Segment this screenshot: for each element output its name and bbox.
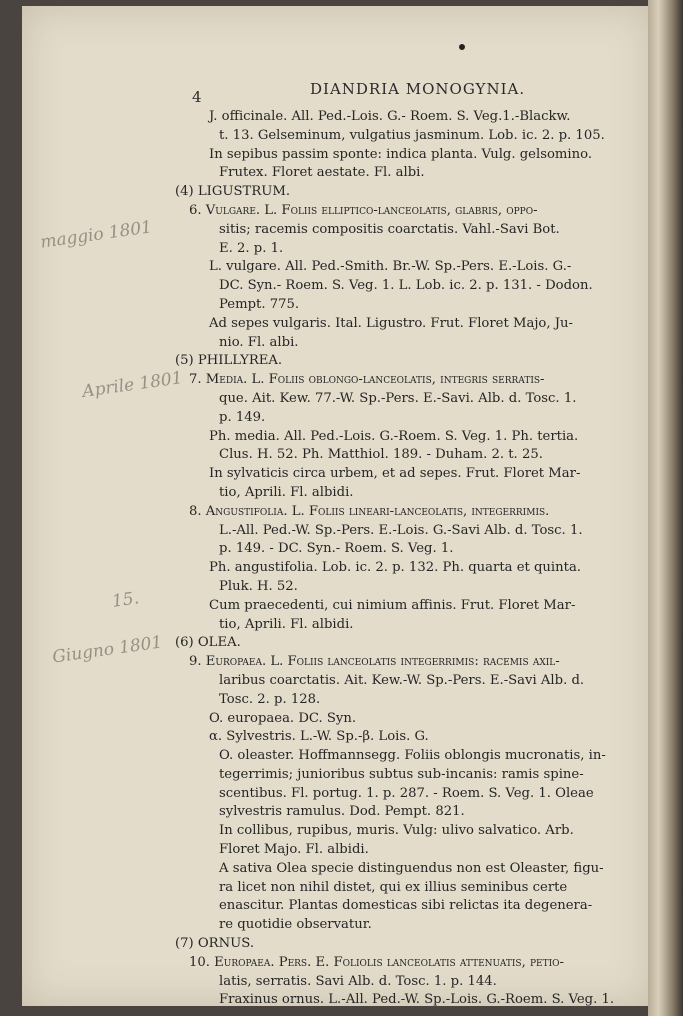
text-line: tio, Aprili. Fl. albidi. bbox=[219, 484, 354, 500]
margin-note-date-1: maggio 1801 bbox=[39, 217, 154, 253]
margin-note-date-2: Aprile 1801 bbox=[81, 368, 184, 402]
page-body-text bbox=[175, 108, 660, 1010]
text-line: In collibus, rupibus, muris. Vulg: ulivo salvatico. Arb. bbox=[219, 823, 574, 839]
text-line: p. 149. - DC. Syn.- Roem. S. Veg. 1. bbox=[219, 541, 454, 557]
ink-dot bbox=[459, 44, 465, 50]
text-line: J. officinale. All. Ped.-Lois. G.- Roem. S. Veg.1.-Blackw. bbox=[209, 109, 571, 124]
species-entry: 6. Vulgare. L. Foliis elliptico-lanceolatis, glabris, oppo- bbox=[189, 202, 538, 218]
text-line: latis, serratis. Savi Alb. d. Tosc. 1. p. 144. bbox=[219, 973, 497, 989]
text-line: O. oleaster. Hoffmannsegg. Foliis oblongis mucronatis, in- bbox=[219, 748, 606, 764]
text-line: In sepibus passim sponte: indica planta. Vulg. gelsomino. bbox=[209, 146, 593, 162]
text-line: Tosc. 2. p. 128. bbox=[219, 691, 321, 707]
genus-heading: (6) OLEA. bbox=[175, 635, 241, 651]
text-line: O. europaea. DC. Syn. bbox=[209, 710, 357, 726]
text-line: sylvestris ramulus. Dod. Pempt. 821. bbox=[219, 804, 465, 820]
genus-heading: (7) ORNUS. bbox=[175, 936, 255, 952]
species-entry: 9. Europaea. L. Foliis lanceolatis integerrimis: racemis axil- bbox=[189, 654, 560, 670]
text-line: L.-All. Ped.-W. Sp.-Pers. E.-Lois. G.-Savi Alb. d. Tosc. 1. bbox=[219, 522, 583, 538]
text-line: enascitur. Plantas domesticas sibi relictas ita degenera- bbox=[219, 898, 593, 914]
species-entry: 7. Media. L. Foliis oblongo-lanceolatis, integris serratis- bbox=[189, 372, 545, 388]
text-line: Frutex. Floret aestate. Fl. albi. bbox=[219, 165, 425, 181]
genus-heading: (4) LIGUSTRUM. bbox=[175, 184, 291, 200]
text-line: DC. Syn.- Roem. S. Veg. 1. L. Lob. ic. 2. p. 131. - Dodon. bbox=[219, 278, 593, 294]
species-entry: 10. Europaea. Pers. E. Foliolis lanceolatis attenuatis, petio- bbox=[189, 954, 564, 970]
text-line: Pluk. H. 52. bbox=[219, 578, 298, 594]
text-line: sitis; racemis compositis coarctatis. Vahl.-Savi Bot. bbox=[219, 221, 560, 237]
text-line: Ph. media. All. Ped.-Lois. G.-Roem. S. Veg. 1. Ph. tertia. bbox=[209, 428, 579, 444]
text-line: nio. Fl. albi. bbox=[219, 334, 299, 350]
text-line: tio, Aprili. Fl. albidi. bbox=[219, 616, 354, 632]
genus-heading: (5) PHILLYREA. bbox=[175, 353, 283, 369]
text-line: tegerrimis; junioribus subtus sub-incanis: ramis spine- bbox=[219, 766, 584, 782]
text-line: re quotidie observatur. bbox=[219, 917, 372, 933]
text-line: que. Ait. Kew. 77.-W. Sp.-Pers. E.-Savi. Alb. d. Tosc. 1. bbox=[219, 390, 577, 406]
variety-entry: α. Sylvestris. L.-W. Sp.-β. Lois. G. bbox=[209, 729, 429, 745]
text-line: Ad sepes vulgaris. Ital. Ligustro. Frut. Floret Majo, Ju- bbox=[209, 315, 573, 331]
page-number: 4 bbox=[192, 88, 202, 106]
text-line: Cum praecedenti, cui nimium affinis. Frut. Floret Mar- bbox=[209, 597, 576, 613]
text-line: p. 149. bbox=[219, 409, 266, 425]
text-line: A sativa Olea specie distinguendus non est Oleaster, figu- bbox=[219, 860, 604, 876]
text-line: Floret Majo. Fl. albidi. bbox=[219, 842, 369, 858]
running-header: DIANDRIA MONOGYNIA. bbox=[310, 80, 526, 98]
text-line: Fraxinus ornus. L.-All. Ped.-W. Sp.-Lois. G.-Roem. S. Veg. 1. bbox=[219, 992, 615, 1008]
margin-note-number: 15. bbox=[110, 588, 141, 612]
species-entry: 8. Angustifolia. L. Foliis lineari-lanceolatis, integerrimis. bbox=[189, 503, 550, 519]
text-line: t. 13. Gelseminum, vulgatius jasminum. Lob. ic. 2. p. 105. bbox=[219, 127, 605, 143]
text-line: scentibus. Fl. portug. 1. p. 287. - Roem. S. Veg. 1. Oleae bbox=[219, 785, 594, 801]
text-line: Pempt. 775. bbox=[219, 296, 300, 312]
text-line: E. 2. p. 1. bbox=[219, 240, 284, 256]
text-line: ra licet non nihil distet, qui ex illius seminibus certe bbox=[219, 879, 568, 895]
text-line: In sylvaticis circa urbem, et ad sepes. Frut. Floret Mar- bbox=[209, 466, 581, 482]
margin-note-date-4: Giugno 1801 bbox=[51, 632, 164, 668]
text-line: Ph. angustifolia. Lob. ic. 2. p. 132. Ph. quarta et quinta. bbox=[209, 560, 581, 576]
text-line: L. vulgare. All. Ped.-Smith. Br.-W. Sp.-Pers. E.-Lois. G.- bbox=[209, 259, 572, 275]
text-line: Clus. H. 52. Ph. Matthiol. 189. - Duham. 2. t. 25. bbox=[219, 447, 543, 463]
text-line: laribus coarctatis. Ait. Kew.-W. Sp.-Pers. E.-Savi Alb. d. bbox=[219, 672, 585, 688]
